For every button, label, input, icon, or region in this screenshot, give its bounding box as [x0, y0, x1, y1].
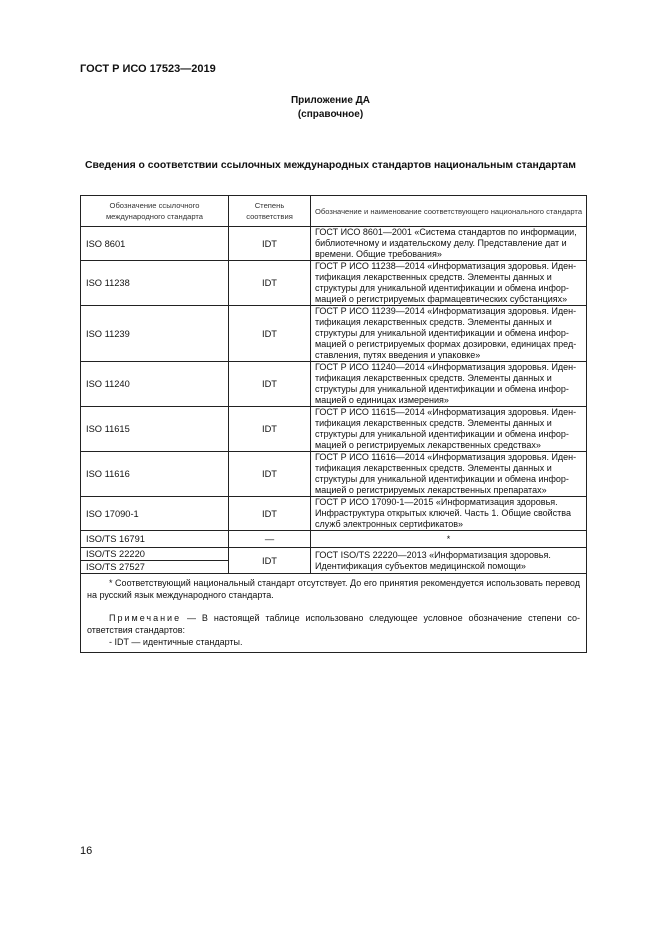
national-line: тификация лекарственных средств. Элементы данных и: [315, 418, 552, 428]
national-cell: [311, 548, 587, 574]
note-item: - IDT — идентичные стандарты.: [109, 637, 243, 647]
national-line: структуры для уникальной идентификации и обмена инфор-: [315, 429, 569, 439]
degree-cell: IDT: [229, 261, 311, 306]
national-line: структуры для уникальной идентификации и обмена инфор-: [315, 283, 569, 293]
national-line: тификация лекарственных средств. Элементы данных и: [315, 373, 552, 383]
reference-cell: ISO/TS 22220: [81, 548, 229, 561]
degree-cell: IDT: [229, 407, 311, 452]
header-reference-standard: Обозначение ссылочного международного стандарта: [81, 196, 229, 227]
degree-cell: IDT: [229, 306, 311, 362]
degree-cell: IDT: [229, 362, 311, 407]
national-cell: [311, 261, 587, 306]
national-line: структуры для уникальной идентификации и обмена инфор-: [315, 384, 569, 394]
national-line: Инфраструктура открытых ключей. Часть 1. Общие свойства: [315, 508, 571, 518]
national-line: ставления, путях введения и упаковке»: [315, 350, 481, 360]
document-designation: ГОСТ Р ИСО 17523—2019: [80, 63, 216, 75]
footnote-text: * Соответствующий национальный стандарт отсутствует. До его принятия рекомендуется использовать перевод на русский язык международного стандарта.: [87, 578, 580, 600]
national-line: тификация лекарственных средств. Элементы данных и: [315, 317, 552, 327]
reference-cell: ISO 8601: [81, 227, 229, 261]
national-line: тификация лекарственных средств. Элементы данных и: [315, 463, 552, 473]
appendix-title: Приложение ДА: [290, 95, 371, 106]
national-line: тификация лекарственных средств. Элементы данных и: [315, 272, 552, 282]
note-paragraph: [87, 612, 580, 636]
national-line: мацией о регистрируемых лекарственных средствах»: [315, 440, 541, 450]
national-cell: [311, 362, 587, 407]
footnote-cell: [81, 574, 587, 653]
national-cell: [311, 452, 587, 497]
reference-cell: ISO 11616: [81, 452, 229, 497]
national-cell: [311, 407, 587, 452]
national-line: времени. Общие требования»: [315, 249, 442, 259]
national-line: ГОСТ Р ИСО 11239—2014 «Информатизация здоровья. Иден-: [315, 306, 577, 316]
national-cell: [311, 497, 587, 531]
national-cell: *: [311, 531, 587, 548]
national-line: мацией о регистрируемых фармацевтических субстанциях»: [315, 294, 568, 304]
national-line: мацией о единицах измерения»: [315, 395, 449, 405]
table-body: [81, 227, 587, 653]
table-row: [81, 227, 587, 261]
national-line: структуры для уникальной идентификации и обмена инфор-: [315, 328, 569, 338]
appendix-subtitle: (справочное): [297, 109, 364, 120]
national-line: ГОСТ Р ИСО 11615—2014 «Информатизация здоровья. Иден-: [315, 407, 577, 417]
national-line: мацией о регистрируемых лекарственных препаратах»: [315, 485, 547, 495]
appendix-heading: [0, 94, 661, 122]
note-text: — В настоящей таблице использовано следующее условное обозначение степени соответствия стандартов:: [87, 613, 580, 635]
national-line: ГОСТ Р ИСО 11238—2014 «Информатизация здоровья. Иден-: [315, 261, 577, 271]
table-row: [81, 261, 587, 306]
section-title: Сведения о соответствии ссылочных международных стандартов национальным стандартам: [85, 160, 576, 171]
national-line: ГОСТ ISO/TS 22220—2013 «Информатизация здоровья.: [315, 549, 551, 560]
reference-cell: ISO/TS 16791: [81, 531, 229, 548]
table-row: [81, 362, 587, 407]
table-header-row: [81, 196, 587, 227]
degree-cell: IDT: [229, 497, 311, 531]
national-line: мацией о регистрируемых формах дозировки, единицах пред-: [315, 339, 577, 349]
degree-cell: —: [229, 531, 311, 548]
reference-cell: ISO 11238: [81, 261, 229, 306]
table-row: [81, 407, 587, 452]
national-line: ГОСТ ИСО 8601—2001 «Система стандартов по информации,: [315, 227, 577, 237]
national-line: ГОСТ Р ИСО 11240—2014 «Информатизация здоровья. Иден-: [315, 362, 577, 372]
table-row: [81, 497, 587, 531]
national-line: структуры для уникальной идентификации и обмена инфор-: [315, 474, 569, 484]
degree-cell: IDT: [229, 452, 311, 497]
reference-cell: ISO 17090-1: [81, 497, 229, 531]
national-line: Идентификация субъектов медицинской помощи»: [315, 560, 526, 571]
reference-cell: ISO 11240: [81, 362, 229, 407]
table-row: [81, 306, 587, 362]
correspondence-table: [80, 195, 587, 653]
national-line: ГОСТ Р ИСО 11616—2014 «Информатизация здоровья. Иден-: [315, 452, 577, 462]
degree-cell: IDT: [229, 227, 311, 261]
national-line: ГОСТ Р ИСО 17090-1—2015 «Информатизация здоровья.: [315, 497, 558, 507]
header-degree: Степень соответствия: [229, 196, 311, 227]
national-line: библиотечному и издательскому делу. Представление дат и: [315, 238, 567, 248]
national-line: служб электронных сертификатов»: [315, 519, 464, 529]
note-label: Примечание: [109, 613, 182, 623]
table-row: [81, 531, 587, 548]
page-number: 16: [80, 845, 93, 857]
header-national-standard: Обозначение и наименование соответствующего национального стандарта: [311, 196, 587, 227]
national-cell: [311, 227, 587, 261]
reference-cell: ISO 11239: [81, 306, 229, 362]
reference-cell: ISO/TS 27527: [81, 561, 229, 574]
table-row: [81, 548, 587, 561]
degree-cell: IDT: [229, 548, 311, 574]
national-cell: [311, 306, 587, 362]
reference-cell: ISO 11615: [81, 407, 229, 452]
table-footnote-row: [81, 574, 587, 653]
table-row: [81, 452, 587, 497]
